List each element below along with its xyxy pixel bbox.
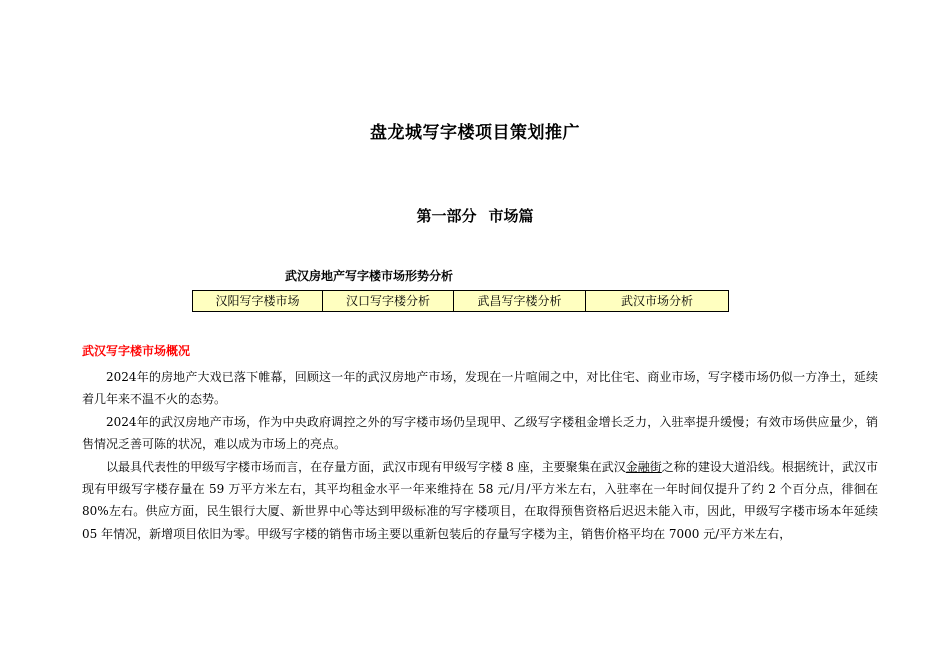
nav-link-hankou[interactable]: 汉口写字楼分析 [323, 291, 454, 312]
overview-paragraph-1: 2024年的房地产大戏已落下帷幕，回顾这一年的武汉房地产市场，发现在一片喧闹之中，对比住宅、商业市场，写字楼市场仍似一方净土，延续着几年来不温不火的态势。 [82, 370, 878, 407]
overview-body [82, 366, 878, 545]
nav-link-wuchang[interactable]: 武昌写字楼分析 [454, 291, 586, 312]
overview-paragraph-3 [82, 456, 878, 546]
analysis-heading: 武汉房地产写字楼市场形势分析 [285, 269, 454, 283]
overview-paragraph-2: 2024年的武汉房地产市场，作为中央政府调控之外的写字楼市场仍呈现甲、乙级写字楼租金增长乏力，入驻率提升缓慢；有效市场供应量少，销售情况乏善可陈的状况，难以成为市场上的亮点。 [82, 414, 878, 452]
overview-paragraph-3-text-b: 之称的建设大道沿线。根据统计，武汉市现有甲级写字楼存量在 59 万平方米左右，其平均租金水平一年来维持在 58 元/月/平方米左右，入驻率在一年时间仅提升了约 2 个百分点，徘徊在 80%左右。供应方面，民生银行大厦、新世界中心等达到甲级标准的写字楼项目，在取得预售资格后迟迟未能入市，因此，甲级写字楼市场本年延续 05 年情况，新增项目依旧为零。甲级写字楼的销售市场主要以重新包装后的存量写字楼为主，销售价格平均在 7000 元/平方米左右， [82, 459, 878, 541]
part-title [0, 205, 950, 226]
part-number-label: 第一部分 [416, 207, 477, 225]
financial-street-link[interactable]: 金融街 [625, 459, 662, 474]
nav-link-hanyang[interactable]: 汉阳写字楼市场 [193, 291, 323, 312]
market-nav-table [192, 290, 729, 312]
document-title: 盘龙城写字楼项目策划推广 [370, 123, 580, 143]
part-name: 市场篇 [488, 207, 534, 225]
overview-heading: 武汉写字楼市场概况 [82, 344, 191, 358]
overview-paragraph-3-text-a: 以最具代表性的甲级写字楼市场而言，在存量方面，武汉市现有甲级写字楼 8 座，主要聚集在武汉 [106, 459, 626, 474]
nav-link-wuhan[interactable]: 武汉市场分析 [586, 291, 729, 312]
